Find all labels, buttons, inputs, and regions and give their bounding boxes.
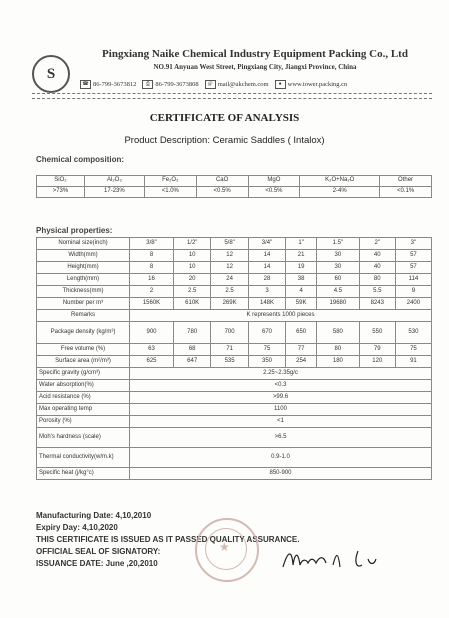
table-row: [37, 298, 432, 310]
remarks-row: [37, 310, 432, 322]
property-value: 120: [359, 356, 395, 368]
property-value: >6.5: [130, 428, 432, 448]
property-value: 8: [130, 262, 174, 274]
property-value: 5/8": [211, 238, 248, 250]
certificate-title: CERTIFICATE OF ANALYSIS: [149, 112, 300, 124]
property-value: 530: [395, 322, 431, 344]
chemical-header-cell: Fe₂O₃: [144, 176, 196, 187]
property-value: 650: [286, 322, 317, 344]
property-value: 700: [211, 322, 248, 344]
table-row: [37, 448, 432, 468]
property-value: 647: [173, 356, 210, 368]
manufacturing-date: Manufacturing Date: 4,10,2010: [36, 511, 152, 520]
web-icon: ●: [275, 80, 286, 89]
property-value: 3/8": [130, 238, 174, 250]
property-value: 3": [395, 238, 431, 250]
property-value: 1/2": [173, 238, 210, 250]
table-row: [37, 428, 432, 448]
table-row: [37, 250, 432, 262]
property-value: 38: [286, 274, 317, 286]
property-value: >99.6: [130, 392, 432, 404]
property-label: Water absorption(%): [37, 380, 130, 392]
table-row: [37, 392, 432, 404]
property-value: 254: [286, 356, 317, 368]
property-value: 850-900: [130, 468, 432, 480]
chemical-header-cell: K₂O+Na₂O: [300, 176, 380, 187]
property-value: 30: [317, 250, 360, 262]
table-row: [37, 262, 432, 274]
table-row: [37, 274, 432, 286]
remarks-value: K represents 1000 pieces: [130, 310, 432, 322]
property-value: 63: [130, 344, 174, 356]
property-label: Surface area (m²/m³): [37, 356, 130, 368]
property-value: 1560K: [130, 298, 174, 310]
property-value: 68: [173, 344, 210, 356]
table-row: [37, 344, 432, 356]
table-row: [37, 468, 432, 480]
property-value: 8: [130, 250, 174, 262]
property-value: 3/4": [248, 238, 285, 250]
property-label: Thickness(mm): [37, 286, 130, 298]
chemical-value-cell: 2-4%: [300, 187, 380, 198]
property-value: 91: [395, 356, 431, 368]
chemical-header-cell: CaO: [196, 176, 248, 187]
chemical-value-cell: <0.1%: [380, 187, 432, 198]
physical-heading: Physical properties:: [36, 226, 113, 235]
property-value: 4.5: [317, 286, 360, 298]
property-value: 28: [248, 274, 285, 286]
property-label: Height(mm): [37, 262, 130, 274]
property-value: 12: [211, 262, 248, 274]
company-address: NO.91 Anyuan West Street, Pingxiang City, Jiangxi Province, China: [153, 63, 357, 71]
property-label: Package density (kg/m³): [37, 322, 130, 344]
property-value: 550: [359, 322, 395, 344]
chemical-heading: Chemical composition:: [36, 155, 125, 164]
contact-line: [80, 80, 440, 89]
property-value: 180: [317, 356, 360, 368]
property-value: 1": [286, 238, 317, 250]
property-value: 2: [130, 286, 174, 298]
chemical-value-cell: <0.5%: [248, 187, 300, 198]
property-value: 14: [248, 262, 285, 274]
property-value: 625: [130, 356, 174, 368]
physical-table: [36, 237, 432, 480]
property-value: 2.5: [173, 286, 210, 298]
property-value: 80: [359, 274, 395, 286]
property-value: 19680: [317, 298, 360, 310]
property-value: 148K: [248, 298, 285, 310]
chemical-table: [36, 175, 432, 198]
chemical-header-cell: Other: [380, 176, 432, 187]
property-value: 900: [130, 322, 174, 344]
property-value: 60: [317, 274, 360, 286]
chemical-value-row: [37, 187, 432, 198]
header-divider: [32, 93, 432, 94]
property-value: 3: [248, 286, 285, 298]
property-value: 10: [173, 250, 210, 262]
fax-icon: ⎙: [142, 80, 153, 89]
issuance-date: ISSUANCE DATE: June ,20,2010: [36, 559, 158, 568]
official-seal-label: OFFICIAL SEAL OF SIGNATORY:: [36, 547, 161, 556]
property-value: 77: [286, 344, 317, 356]
property-value: 4: [286, 286, 317, 298]
property-value: 71: [211, 344, 248, 356]
web-info: ● www.tower.packing.cn: [275, 80, 348, 89]
chemical-header-cell: SiO₂: [37, 176, 85, 187]
property-label: Width(mm): [37, 250, 130, 262]
property-value: 19: [286, 262, 317, 274]
chemical-header-cell: MgO: [248, 176, 300, 187]
property-value: 114: [395, 274, 431, 286]
property-label: Length(mm): [37, 274, 130, 286]
chemical-value-cell: <0.5%: [196, 187, 248, 198]
property-value: 20: [173, 274, 210, 286]
chemical-value-cell: 17-23%: [84, 187, 144, 198]
property-label: Nominal size(inch): [37, 238, 130, 250]
property-value: 5.5: [359, 286, 395, 298]
property-value: 2.5: [211, 286, 248, 298]
table-row: [37, 356, 432, 368]
property-value: 2.25~2.35g/c: [130, 368, 432, 380]
property-label: Free volume (%): [37, 344, 130, 356]
phone-icon: ☎: [80, 80, 91, 89]
header-divider-2: [32, 98, 432, 99]
chemical-header-cell: Al₂O₃: [84, 176, 144, 187]
property-value: 10: [173, 262, 210, 274]
signature-image: [278, 545, 398, 575]
qa-statement: THIS CERTIFICATE IS ISSUED AS IT PASSED QUALITY ASSURANCE.: [36, 535, 300, 544]
property-value: 2400: [395, 298, 431, 310]
property-value: 12: [211, 250, 248, 262]
table-row: [37, 416, 432, 428]
property-value: 580: [317, 322, 360, 344]
property-value: 79: [359, 344, 395, 356]
email-icon: @: [205, 80, 216, 89]
product-description: Product Description: Ceramic Saddles ( Intalox): [124, 135, 325, 146]
property-value: 780: [173, 322, 210, 344]
property-value: 57: [395, 250, 431, 262]
property-value: 59K: [286, 298, 317, 310]
property-label: Moh's hardness (scale): [37, 428, 130, 448]
fax-info: ⎙ 86-799-3673808: [142, 80, 198, 89]
remarks-label: Remarks: [37, 310, 130, 322]
chemical-header-row: [37, 176, 432, 187]
property-value: 670: [248, 322, 285, 344]
property-value: 75: [395, 344, 431, 356]
property-value: 8243: [359, 298, 395, 310]
table-row: [37, 286, 432, 298]
company-seal-stamp: ★: [195, 518, 259, 582]
table-row: [37, 238, 432, 250]
expiry-date: Expiry Day: 4,10,2020: [36, 523, 118, 532]
property-value: 350: [248, 356, 285, 368]
property-label: Porosity (%): [37, 416, 130, 428]
property-value: 535: [211, 356, 248, 368]
property-value: 2": [359, 238, 395, 250]
property-value: 14: [248, 250, 285, 262]
property-value: 40: [359, 250, 395, 262]
property-value: 1100: [130, 404, 432, 416]
property-label: Max operating temp: [37, 404, 130, 416]
property-value: 30: [317, 262, 360, 274]
property-value: 75: [248, 344, 285, 356]
property-value: 24: [211, 274, 248, 286]
property-value: 57: [395, 262, 431, 274]
property-label: Acid resistance (%): [37, 392, 130, 404]
table-row: [37, 322, 432, 344]
table-row: [37, 380, 432, 392]
company-name: Pingxiang Naike Chemical Industry Equipment Packing Co., Ltd: [102, 48, 408, 60]
chemical-value-cell: <1.0%: [144, 187, 196, 198]
chemical-value-cell: >73%: [37, 187, 85, 198]
table-row: [37, 404, 432, 416]
table-row: [37, 368, 432, 380]
company-logo-icon: S: [32, 55, 70, 93]
email-info: @ mail@ukchem.com: [205, 80, 269, 89]
property-value: 9: [395, 286, 431, 298]
property-label: Number per m³: [37, 298, 130, 310]
property-label: Specific gravity (g/cm³): [37, 368, 130, 380]
property-label: Thermal conductivity(w/m.k): [37, 448, 130, 468]
property-value: <1: [130, 416, 432, 428]
property-value: 269K: [211, 298, 248, 310]
phone-info: ☎ 86-799-3673812: [80, 80, 136, 89]
property-value: 16: [130, 274, 174, 286]
property-value: 1.5": [317, 238, 360, 250]
property-value: <0.3: [130, 380, 432, 392]
property-value: 80: [317, 344, 360, 356]
property-value: 610K: [173, 298, 210, 310]
property-value: 21: [286, 250, 317, 262]
property-value: 0.9-1.0: [130, 448, 432, 468]
property-value: 40: [359, 262, 395, 274]
property-label: Specific heat (j/kg°c): [37, 468, 130, 480]
